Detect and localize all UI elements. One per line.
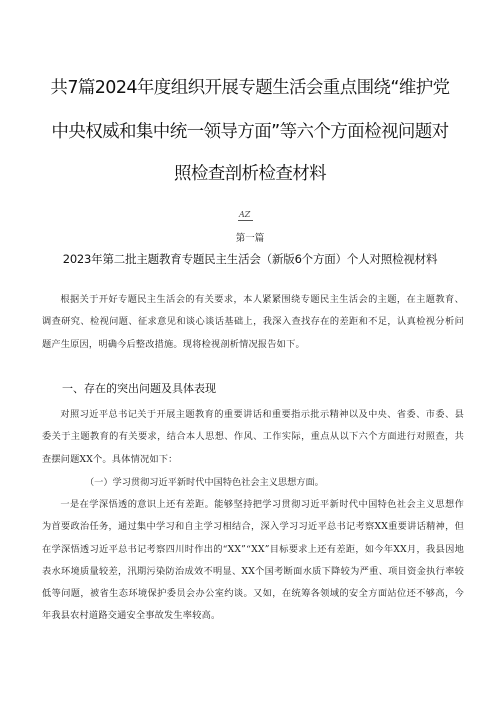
document-title-line-2: 中央权威和集中统一领导方面”等六个方面检视问题对 xyxy=(51,122,449,142)
subsection-heading-1: （一）学习贯彻习近平新时代中国特色社会主义思想方面。 xyxy=(85,477,324,488)
chapter-subtitle: 2023年第二批主题教育专题民主生活会（新版6个方面）个人对照检视材料 xyxy=(62,252,438,266)
section-paragraph-1: 对照习近平总书记关于开展主题教育的重要讲话和重要指示批示精神以及中央、省委、市委、县委关于主题教育的有关要求，结合本人思想、作风、工作实际，重点从以下六个方面进行对照查，共查摆问题XX个。具体情况如下： xyxy=(42,409,464,465)
document-title-line-1: 共7篇2024年度组织开展专题生活会重点围绕“维护党 xyxy=(50,78,450,98)
chapter-label: 第一篇 xyxy=(235,233,265,244)
subsection-paragraph-1: 一是在学深悟透的意识上还有差距。能够坚持把学习贯彻习近平新时代中国特色社会主义思想作为首要政治任务，通过集中学习和自主学习相结合，深入学习习近平总书记考察XX重要讲话精神，但在学深悟透习近平总书记考察四川时作出的“XX”“XX”目标要求上还有差距，如今年XX月，我县因地表水环境质量较差，汛期污染防治成效不明显、XX个国考断面水质下降较为严重、项目资金执行率较低等问题，被省生态环境保护委员会办公室约谈。又如，在统筹各领域的安全方面站位还不够高，今年我县农村道路交通安全事故发生率较高。 xyxy=(42,499,464,622)
section-heading-1: 一、存在的突出问题及具体表现 xyxy=(62,382,216,395)
document-title-line-3: 照检查剖析检查材料 xyxy=(173,164,327,184)
intro-paragraph: 根据关于开好专题民主生活会的有关要求，本人紧紧围绕专题民主生活会的主题，在主题教育、调查研究、检视问题、征求意见和谈心谈话基础上，我深入查找存在的差距和不足，认真检视分析问题产生原因，明确今后整改措施。现将检视剖析情况报告如下。 xyxy=(42,294,464,350)
watermark-stamp: AZ xyxy=(238,210,253,221)
